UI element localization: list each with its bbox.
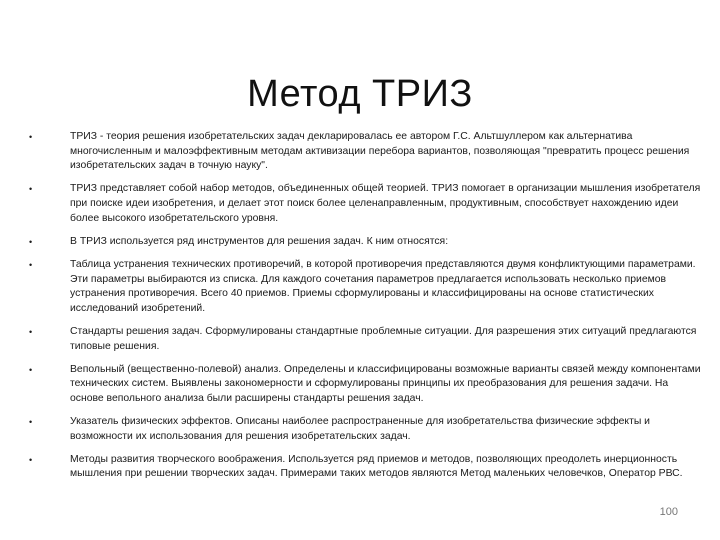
list-item	[24, 258, 704, 316]
bullet-text: Вепольный (вещественно-полевой) анализ. Определены и классифицированы возможные варианты связей между компонентами технических систем. Выявлены закономерности и сформулированы принципы их преобразования для решения задачи. На основе вепольного анализа были расширены стандарты решения задач.	[70, 363, 701, 404]
bullet-text: Методы развития творческого воображения. Используется ряд приемов и методов, позволяющих преодолеть инерционность мышления при решении творческих задач. Примерами таких методов являются Метод маленьких человечков, Оператор РВС.	[70, 453, 683, 480]
bullet-icon: •	[29, 259, 33, 270]
bullet-text: Таблица устранения технических противоречий, в которой противоречия представляются двумя конфликтующими параметрами. Эти параметры выбираются из списка. Для каждого сочетания параметров предлагается использовать несколько приемов устранения противоречия. Всего 40 приемов. Приемы сформулированы и классифицированы на основе статистических исследований изобретений.	[70, 258, 696, 314]
bullet-list	[24, 130, 704, 491]
page-number: 100	[659, 506, 678, 518]
list-item	[24, 453, 704, 482]
bullet-text: ТРИЗ - теория решения изобретательских задач декларировалась ее автором Г.С. Альтшуллером как альтернатива многочисленным и малоэффективным методам активизации перебора вариантов, позволяющая "превратить процесс решения изобретательских задач в точную науку".	[70, 131, 690, 172]
bullet-icon: •	[29, 236, 33, 247]
bullet-text: Стандарты решения задач. Сформулированы стандартные проблемные ситуации. Для разрешения этих ситуаций предлагаются типовые решения.	[70, 325, 697, 352]
bullet-text: Указатель физических эффектов. Описаны наиболее распространенные для изобретательства физические эффекты и возможности их использования для решения изобретательских задач.	[70, 416, 650, 442]
list-item	[24, 325, 704, 354]
list-item	[24, 130, 704, 174]
bullet-icon: •	[29, 184, 33, 195]
list-item	[24, 235, 704, 250]
list-item	[24, 363, 704, 407]
list-item	[24, 182, 704, 226]
list-item	[24, 415, 704, 444]
bullet-icon: •	[29, 364, 33, 375]
bullet-icon: •	[29, 417, 33, 428]
bullet-text: ТРИЗ представляет собой набор методов, объединенных общей теорией. ТРИЗ помогает в организации мышления изобретателя при поиске идеи изобретения, и делает этот поиск более целенаправленным, продуктивным, способствует нахождению идеи более высокого изобретательского уровня.	[70, 183, 701, 224]
bullet-icon: •	[29, 454, 33, 465]
bullet-icon: •	[29, 326, 33, 337]
bullet-text: В ТРИЗ используется ряд инструментов для решения задач. К ним относятся:	[70, 235, 449, 247]
bullet-icon: •	[29, 132, 33, 142]
slide-title: Метод ТРИЗ	[247, 73, 473, 116]
